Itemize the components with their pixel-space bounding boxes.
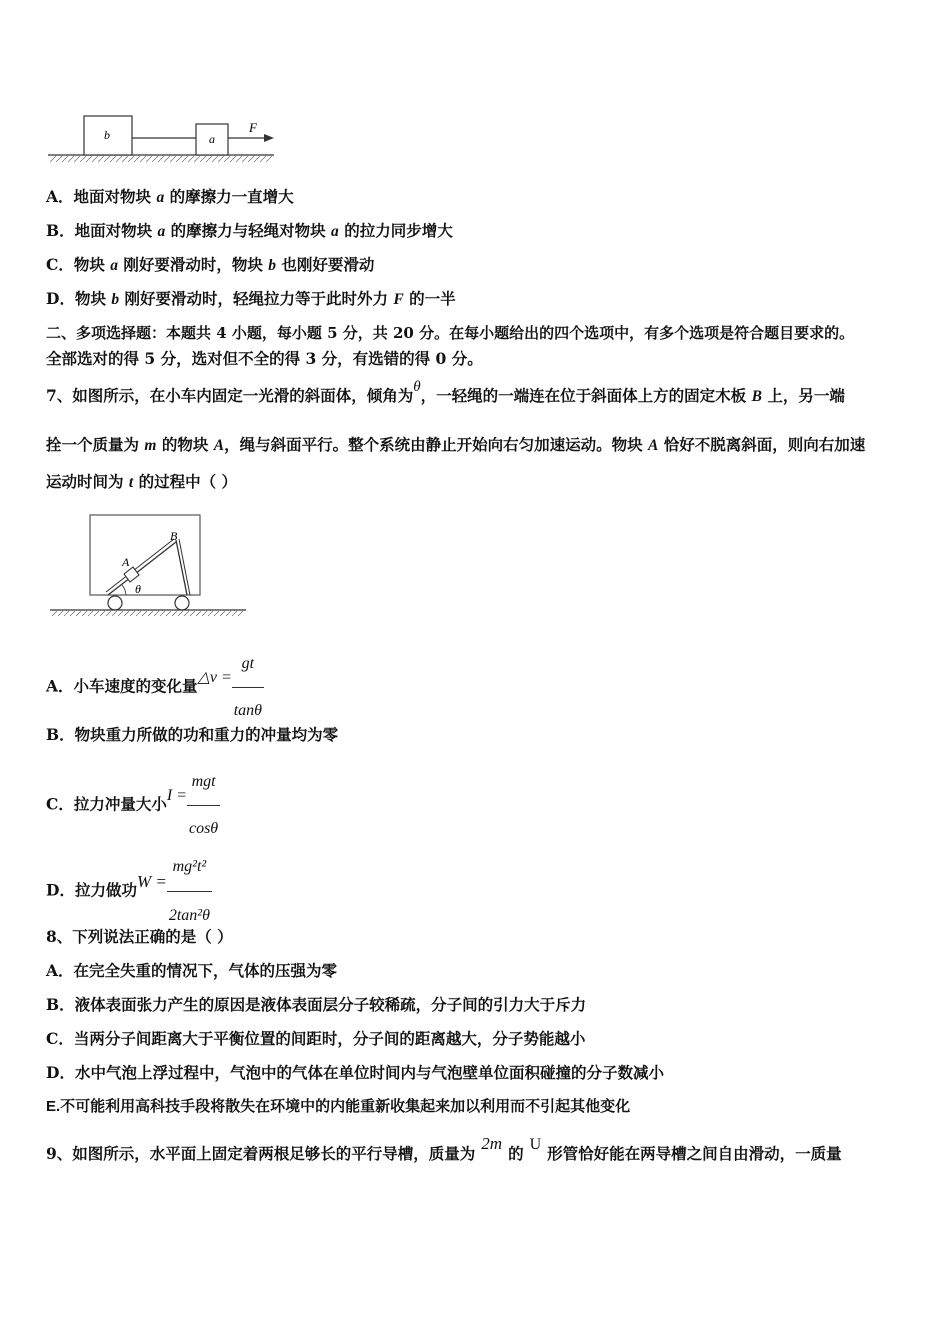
- q9-stem: 9、如图所示，水平面上固定着两根足够长的平行导槽，质量为2m的 U 形管恰好能在两导槽之间自由滑动，一质量: [46, 1134, 842, 1163]
- section2-scoring: 全部选对的得 5 分，选对但不全的得 3 分，有选错的得 0 分。: [46, 349, 483, 368]
- blocks-figure: [44, 110, 284, 170]
- q7-option-b: B．物块重力所做的功和重力的冲量均为零: [46, 725, 339, 744]
- q7-stem-line1: 7、如图所示，在小车内固定一光滑的斜面体，倾角为θ，一轻绳的一端连在位于斜面体上方的固定木板 B 上，另一端: [46, 379, 845, 405]
- q6-option-a: A．地面对物块 a 的摩擦力一直增大: [46, 187, 294, 206]
- q7-option-c: C．拉力冲量大小I = $\frac{\text{mgt}}{\cos\theta}$: [46, 760, 220, 851]
- q7-option-a: A．小车速度的变化量△v = $\frac{gt}{\tan\theta}$: [46, 642, 264, 733]
- q7-stem-line3: 运动时间为 t 的过程中（ ）: [46, 472, 238, 491]
- wheel-right-icon: [175, 596, 189, 610]
- q8-stem: 8、下列说法正确的是（ ）: [46, 927, 233, 946]
- q6-option-c: C．物块 a 刚好要滑动时，物块 b 也刚好要滑动: [46, 255, 375, 274]
- label-B: B: [170, 529, 178, 543]
- q8-option-e: E.不可能利用高科技手段将散失在环境中的内能重新收集起来加以利用而不引起其他变化: [46, 1098, 631, 1115]
- q8-option-d: D．水中气泡上浮过程中，气泡中的气体在单位时间内与气泡壁单位面积碰撞的分子数减小: [46, 1063, 664, 1082]
- q7-option-d: D．拉力做功W = $\frac{\text{mg²t²}}{\text{2tan²θ}}$: [46, 844, 212, 939]
- q7-stem-line2: 拴一个质量为 m 的物块 A，绳与斜面平行。整个系统由静止开始向右匀加速运动。物块 A 恰好不脱离斜面，则向右加速: [46, 435, 866, 454]
- wheel-left-icon: [108, 596, 122, 610]
- label-a: a: [209, 132, 215, 146]
- q8-option-c: C．当两分子间距离大于平衡位置的间距时，分子间的距离越大，分子势能越小: [46, 1029, 586, 1048]
- q8-option-a: A．在完全失重的情况下，气体的压强为零: [46, 961, 338, 980]
- label-F: F: [249, 120, 257, 135]
- label-theta: θ: [135, 582, 141, 596]
- label-A: A: [122, 555, 130, 569]
- force-arrow-icon: [264, 134, 274, 142]
- cart-figure: [48, 508, 253, 618]
- q6-option-b: B．地面对物块 a 的摩擦力与轻绳对物块 a 的拉力同步增大: [46, 221, 453, 240]
- label-b: b: [104, 128, 110, 142]
- section2-heading: 二、多项选择题：本题共 4 小题，每小题 5 分，共 20 分。在每小题给出的四个选项中，有多个选项是符合题目要求的。: [46, 324, 855, 342]
- q8-option-b: B．液体表面张力产生的原因是液体表面层分子较稀疏，分子间的引力大于斥力: [46, 995, 587, 1014]
- cart-body: [90, 515, 200, 595]
- q6-option-d: D．物块 b 刚好要滑动时，轻绳拉力等于此时外力 F 的一半: [46, 289, 456, 308]
